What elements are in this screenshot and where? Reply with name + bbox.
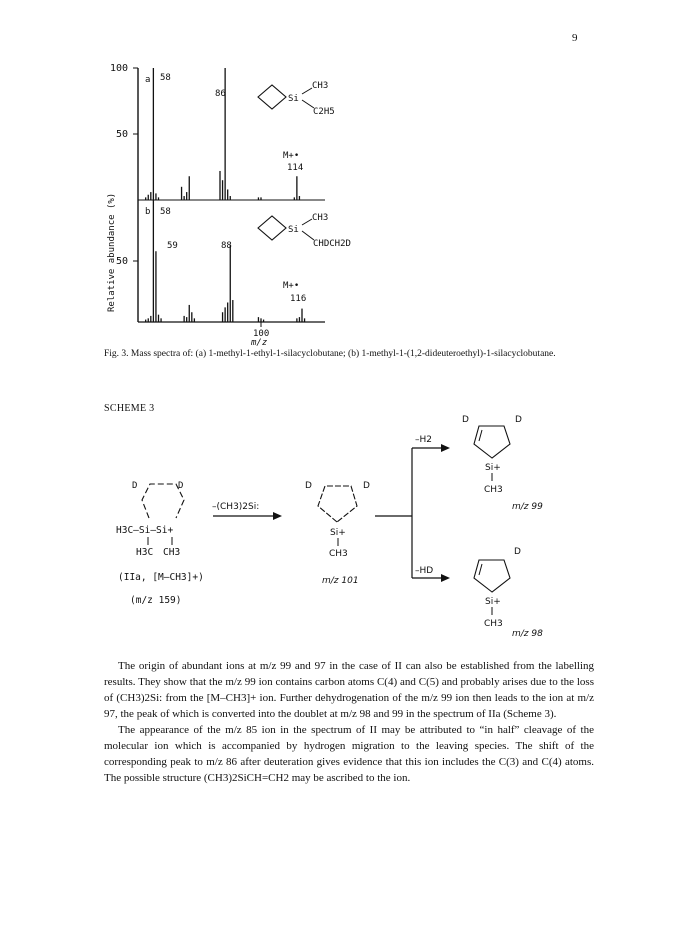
x-tick-label-100: 100 <box>253 329 270 339</box>
double-bond <box>479 564 482 575</box>
start-ion-label: (IIa, [M–CH3]+) <box>118 572 204 583</box>
start-ion-mz: (m/z 159) <box>130 595 182 606</box>
bottom-methyl: CH3 <box>484 619 503 629</box>
peak-label-116: 116 <box>290 294 307 304</box>
structure-b-top-group: CH3 <box>312 213 329 223</box>
structure-b-bottom-group: CHDCH2D <box>313 239 351 249</box>
branch-bottom-label: –HD <box>415 566 434 576</box>
branch-lines <box>375 435 450 582</box>
structure-b-si: Si <box>288 225 299 235</box>
start-ring <box>142 484 184 518</box>
peak-label-58b: 58 <box>160 207 171 217</box>
mid-mz: m/z 101 <box>322 576 359 586</box>
start-methyl-1: H3C <box>136 547 154 558</box>
bottom-si: Si+ <box>485 597 501 607</box>
top-mz: m/z 99 <box>512 502 543 512</box>
panel-b <box>116 200 351 348</box>
product-mz98 <box>474 547 543 639</box>
product-mz99 <box>462 415 543 512</box>
bottom-d: D <box>514 547 521 557</box>
structure-a-si: Si <box>288 94 299 104</box>
branch-top-label: –H2 <box>415 435 432 445</box>
body-text <box>104 658 594 786</box>
cyclopentene-ring-bottom <box>474 560 510 592</box>
top-d-left: D <box>462 415 469 425</box>
intermediate-ion <box>305 481 370 586</box>
cyclopentane-ring <box>318 486 357 522</box>
structure-a <box>258 81 335 117</box>
panel-a <box>110 63 335 200</box>
top-d-right: D <box>515 415 522 425</box>
page-number: 9 <box>572 32 578 44</box>
mid-methyl: CH3 <box>329 549 348 559</box>
start-ion <box>116 481 204 606</box>
peak-label-58: 58 <box>160 73 171 83</box>
figure-caption: Fig. 3. Mass spectra of: (a) 1-methyl-1-ethyl-1-silacyclobutane; (b) 1-methyl-1-(1,2-dideuteroethyl)-1-silacyclobutane. <box>104 349 556 359</box>
start-methyl-2: CH3 <box>163 547 181 558</box>
panel-a-label: a <box>145 75 151 85</box>
paragraph-2: The appearance of the m/z 85 ion in the spectrum of II may be attributed to “in half” cleavage of the molecular ion which is accompanied by hydrogen migration to the leaving species. The shift of the corresponding peak to m/z 86 after deuteration gives evidence that this ion includes the C(3) and C(4) atoms. The possible structure (CH3)2SiCH=CH2 may be ascribed to the ion. <box>104 724 594 784</box>
branch-top-head <box>441 444 450 452</box>
mass-spectra-figure <box>0 0 680 350</box>
peak-label-88: 88 <box>221 241 232 251</box>
structure-a-top-group: CH3 <box>312 81 329 91</box>
molecular-ion-label: M+• <box>283 151 300 161</box>
panel-b-bars <box>146 200 305 322</box>
scheme-title: SCHEME 3 <box>104 403 155 414</box>
silacyclobutane-ring-b <box>258 216 286 240</box>
x-axis-label: m/z <box>251 338 268 348</box>
arrow-1-label: –(CH3)2Si: <box>212 502 260 512</box>
paragraph-1: The origin of abundant ions at m/z 99 and 97 in the case of II can also be established from the labelling results. They show that the m/z 99 ion contains carbon atoms C(4) and C(5) and probably arises due to the loss of (CH3)2Si: from the [M–CH3]+ ion. Further dehydrogenation of the m/z 99 ion then leads to the ion at m/z 97, the peak of which is converted into the doublet at m/z 98 and 99 in the spectrum of IIa (Scheme 3). <box>104 660 594 720</box>
y-axis-label: Relative abundance (%) <box>107 192 117 312</box>
start-chain: H3C—Si—Si+ <box>116 525 174 536</box>
mid-d-right: D <box>363 481 370 491</box>
silacyclobutane-ring-a <box>258 85 286 109</box>
panel-a-ytick-label-50: 50 <box>116 129 129 140</box>
bond <box>302 219 312 225</box>
peak-label-114: 114 <box>287 163 304 173</box>
top-methyl: CH3 <box>484 485 503 495</box>
bond <box>302 88 312 94</box>
structure-a-bottom-group: C2H5 <box>313 107 335 117</box>
start-d-left: D <box>132 481 138 491</box>
peak-label-59: 59 <box>167 241 178 251</box>
bottom-mz: m/z 98 <box>512 629 543 639</box>
mid-d-left: D <box>305 481 312 491</box>
panel-b-label: b <box>145 207 151 217</box>
molecular-ion-label-b: M+• <box>283 281 300 291</box>
peak-label-86: 86 <box>215 89 226 99</box>
panel-a-bars <box>146 68 300 200</box>
double-bond <box>479 430 482 441</box>
structure-b <box>258 213 351 249</box>
cyclopentene-ring-top <box>474 426 510 458</box>
panel-a-ytick-label-100: 100 <box>110 63 129 74</box>
panel-b-ytick-label-50: 50 <box>116 256 129 267</box>
top-si: Si+ <box>485 463 501 473</box>
start-d-right: D <box>178 481 184 491</box>
branch-bottom-head <box>441 574 450 582</box>
mid-si: Si+ <box>330 528 346 538</box>
arrow-head <box>273 512 282 520</box>
arrow-1 <box>212 502 282 520</box>
